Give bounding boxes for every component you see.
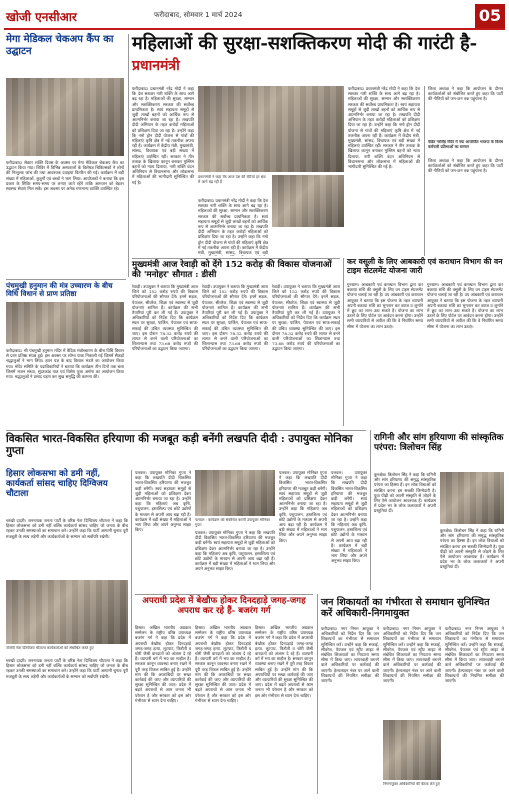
section-rule	[6, 279, 126, 280]
body-tax-col1: गुरुग्राम। आबकारी एवं कराधान विभाग द्वारा कर बकाया राशि की वसूली के लिए वन टाइम सेटलमेंट योजना चलाई जा रही है। उप आबकारी एवं कराधान आयुक्त ने बताया कि इस योजना के तहत व्यापारी अपनी बकाया राशि का भुगतान कर ब्याज व जुर्माने में छूट का लाभ उठा सकते हैं। योजना का लाभ उठाने के लिए पोर्टल पर आवेदन करना होगा। उन्होंने सभी व्यापारियों से अपील की कि वे निर्धारित समय सीमा में योजना का लाभ उठाएं।	[347, 282, 423, 329]
headline-hisar: हिसार लोकसभा को डमी नहीं, कार्यकर्ता सांसद चाहिए दिग्विजय चौटाला	[6, 469, 108, 499]
headline-women-speaker: प्रधानमंत्री	[132, 57, 180, 74]
body-hanuman: फरीदाबाद। श्री पंचमुखी हनुमान मंदिर में वैदिक मंत्रोच्चारण के बीच विधि विधान से प्राण प्रतिष्ठा संपन्न हुई। इस अवसर पर शोभा यात्रा निकाली गई जिसमें सैकड़ों श्रद्धालुओं ने भाग लिया। हवन यज्ञ के बाद विशाल भंडारे का आयोजन किया गया। मंदिर समिति के पदाधिकारियों ने बताया कि कार्यक्रम तीन दिनों तक चला जिसमें भजन संध्या, सुंदरकांड पाठ एवं विशेष पूजा अर्चना का आयोजन किया गया। श्रद्धालुओं ने प्रसाद ग्रहण कर सुख समृद्धि की कामना की।	[6, 348, 124, 380]
body-crime-col2: हिसार। अखिल भारतीय अग्रवाल सम्मेलन के राष्ट्रीय वरिष्ठ उपाध्यक्ष बजरंग गर्ग ने कहा कि प्रदेश में अपराधी बेखौफ होकर दिनदहाड़े जगह-जगह हत्या, लूटपाट, फिरौती व चोरी जैसी वारदातों को अंजाम दे रहे हैं। व्यापारी वर्ग में भय का माहौल है। सरकार कानून व्यवस्था बनाए रखने में पूरी तरह विफल साबित हुई है। उन्होंने मांग की कि अपराधियों पर सख्त कार्रवाई की जाए और व्यापारियों की सुरक्षा सुनिश्चित की जाए। प्रदेश में बढ़ते अपराधों से आम जनता भी परेशान है और सरकार को इस ओर गंभीरता से ध्यान देना चाहिए।	[195, 625, 251, 703]
headline-complaints: जन शिकायतों का गंभीरता से समाधान सुनिश्चित करें अधिकारी-निगमायुक्त	[321, 597, 490, 620]
section-rule	[6, 430, 366, 431]
body-camp: फरीदाबाद। सेक्टर शक्ति दिवस के अवसर पर मेगा मेडिकल चेकअप कैंप का उद्घाटन किया गया। शिविर में विभिन्न अस्पतालों के विशेषज्ञ चिकित्सकों ने लोगों की निःशुल्क जांच की तथा आवश्यक दवाइयां वितरित की गईं। कार्यक्रम में बड़ी संख्या में महिलाओं, बुजुर्गों एवं बच्चों ने भाग लिया। आयोजकों ने बताया कि इस प्रकार के शिविर समय-समय पर लगाए जाते रहेंगे ताकि आमजन को बेहतर स्वास्थ्य सेवाएं मिल सकें। इस अवसर पर अनेक गणमान्य व्यक्ति उपस्थित रहे।	[6, 160, 124, 192]
body-water: जिला अध्यक्ष ने कहा कि आयोजन के दौरान कार्यकर्ताओं को संबोधित करते हुए कहा कि पार्टी की नीतियों को जन-जन तक पहुंचाना है।	[428, 86, 503, 102]
headline-women	[132, 34, 502, 75]
issue-date: फरीदाबाद, सोमवार 1 मार्च 2024	[154, 11, 243, 19]
headline-vikas: विकसित भारत-विकसित हरियाणा की मजबूत कड़ी बनेंगी लखपति दीदी : उपायुक्त मोनिका गुप्ता	[6, 433, 353, 458]
photo-hisar	[6, 580, 128, 644]
photo-ragini	[440, 472, 504, 524]
body-cm-col2: रेवाड़ी। उपायुक्त ने बताया कि मुख्यमंत्री आज जिले को 152 करोड़ रुपये की विकास परियोजनाओं की सौगात देंगे। इनमें सड़क, पेयजल, सीवरेज, शिक्षा एवं स्वास्थ्य से जुड़ी योजनाएं शामिल हैं। कार्यक्रम की सभी तैयारियां पूरी कर ली गई हैं। उपायुक्त ने अधिकारियों को निर्देश दिए कि कार्यक्रम स्थल पर सुरक्षा, पार्किंग, पेयजल एवं साफ-सफाई की उचित व्यवस्था सुनिश्चित की जाए। इस दौरान 78.32 करोड़ रुपये की लागत से बनने वाली परियोजनाओं का शिलान्यास तथा 73.68 करोड़ रुपये की परियोजनाओं का उद्घाटन किया जाएगा।	[202, 284, 268, 352]
caption-hisar: जेजेपी नेता दिग्विजय चौटाला कार्यकर्ताओं को संबोधित करते हुए	[6, 646, 94, 650]
headline-cm: मुख्यमंत्री आज रेवाड़ी को देंगे 152 करोड़ की विकास योजनाओं की 'मनोहर' सौगात : डीसी	[132, 260, 332, 280]
body-vikas-col1: पलवल। उपायुक्त मोनिका गुप्ता ने कहा कि लखपति दीदी विकसित भारत-विकसित हरियाणा की मजबूत कड़ी बनेंगी। स्वयं सहायता समूहों से जुड़ी महिलाओं को प्रशिक्षण देकर आत्मनिर्भर बनाया जा रहा है। उन्होंने कहा कि महिलाएं अब कृषि, पशुपालन, हस्तशिल्प एवं छोटे उद्योगों के माध्यम से अपनी आय बढ़ा रही हैं। कार्यक्रम में बड़ी संख्या में महिलाओं ने भाग लिया और अपने अनुभव साझा किए।	[135, 470, 191, 533]
photo-camp	[6, 78, 124, 156]
body-vikas-col2: पलवल। उपायुक्त मोनिका गुप्ता ने कहा कि लखपति दीदी विकसित भारत-विकसित हरियाणा की मजबूत कड़ी बनेंगी। स्वयं सहायता समूहों से जुड़ी महिलाओं को प्रशिक्षण देकर आत्मनिर्भर बनाया जा रहा है। उन्होंने कहा कि महिलाएं अब कृषि, पशुपालन, हस्तशिल्प एवं छोटे उद्योगों के माध्यम से अपनी आय बढ़ा रही हैं। कार्यक्रम में बड़ी संख्या में महिलाओं ने भाग लिया और अपने अनुभव साझा किए।	[195, 530, 275, 572]
body-water-2: जिला अध्यक्ष ने कहा कि आयोजन के दौरान कार्यकर्ताओं को संबोधित करते हुए कहा कि पार्टी की नीतियों को जन-जन तक पहुंचाना है।	[428, 158, 503, 174]
body-ragini-col2: कुरुक्षेत्र। त्रिलोचन सिंह ने कहा कि रागिनी और सांग हरियाणा की समृद्ध सांस्कृतिक परंपरा का हिस्सा हैं। इन लोक विधाओं को संरक्षित करना हम सबकी जिम्मेदारी है। युवा पीढ़ी को अपनी संस्कृति से जोड़ने के लिए ऐसे आयोजन आवश्यक हैं। कार्यक्रम में प्रदेश भर के लोक कलाकारों ने अपनी प्रस्तुतियां दीं।	[440, 528, 504, 570]
newspaper-name: खोजी एनसीआर	[6, 10, 77, 24]
column-rule	[128, 34, 129, 277]
body-complaints-col3: फरीदाबाद। नगर निगम आयुक्त ने अधिकारियों को निर्देश दिए कि जन शिकायतों का गंभीरता से समाधान सुनिश्चित करें। उन्होंने कहा कि सफाई, सीवरेज, पेयजल एवं स्ट्रीट लाइट से संबंधित शिकायतों का निपटारा समय सीमा में किया जाए। लापरवाही बरतने वाले अधिकारियों पर कार्रवाई की जाएगी। हेल्पलाइन नंबर पर आने वाली शिकायतों की नियमित समीक्षा की जाएगी।	[445, 626, 504, 684]
column-rule	[370, 430, 371, 590]
headline-ragini: रागिनी और सांग हरियाणा की सांस्कृतिक परंपरा: त्रिलोचन सिंह	[374, 433, 504, 454]
photo-hanuman	[6, 302, 124, 344]
body-tax-col2: गुरुग्राम। आबकारी एवं कराधान विभाग द्वारा कर बकाया राशि की वसूली के लिए वन टाइम सेटलमेंट योजना चलाई जा रही है। उप आबकारी एवं कराधान आयुक्त ने बताया कि इस योजना के तहत व्यापारी अपनी बकाया राशि का भुगतान कर ब्याज व जुर्माने में छूट का लाभ उठा सकते हैं। योजना का लाभ उठाने के लिए पोर्टल पर आवेदन करना होगा। उन्होंने सभी व्यापारियों से अपील की कि वे निर्धारित समय सीमा में योजना का लाभ उठाएं।	[427, 282, 503, 329]
body-women-col3: फरीदाबाद। प्रधानमंत्री नरेंद्र मोदी ने कहा कि देश सशक्त नारी शक्ति के साथ आगे बढ़ रहा है। महिलाओं की सुरक्षा, सम्मान और सशक्तिकरण सरकार की सर्वोच्च प्राथमिकता है। स्वयं सहायता समूहों से जुड़ी लाखों बहनों को आर्थिक रूप से आत्मनिर्भर बनाया जा रहा है। लखपति दीदी अभियान के तहत करोड़ों महिलाओं को प्रशिक्षण दिया जा रहा है। उन्होंने कहा कि नमो ड्रोन दीदी योजना से गांवों की महिलाएं कृषि क्षेत्र में नई तकनीक अपना रही हैं। कार्यक्रम में केंद्रीय मंत्री, मुख्यमंत्री, सांसद, विधायक एवं बड़ी संख्या में महिलाएं उपस्थित रहीं। सरकार ने तीन तलाक के खिलाफ कानून बनाकर मुस्लिम बहनों को न्याय दिलाया, नारी शक्ति वंदन अधिनियम से विधानसभा और लोकसभा में महिलाओं की भागीदारी सुनिश्चित की गई है।	[348, 86, 420, 170]
body-complaints-col1: फरीदाबाद। नगर निगम आयुक्त ने अधिकारियों को निर्देश दिए कि जन शिकायतों का गंभीरता से समाधान सुनिश्चित करें। उन्होंने कहा कि सफाई, सीवरेज, पेयजल एवं स्ट्रीट लाइट से संबंधित शिकायतों का निपटारा समय सीमा में किया जाए। लापरवाही बरतने वाले अधिकारियों पर कार्रवाई की जाएगी। हेल्पलाइन नंबर पर आने वाली शिकायतों की नियमित समीक्षा की जाएगी।	[321, 626, 379, 684]
headline-camp: मेगा मेडिकल चेकअप कैंप का उद्घाटन	[6, 34, 114, 57]
photo-pm-inset	[272, 175, 344, 227]
headline-hanuman: पंचमुखी हनुमान की मंत्र उच्चारण के बीच विधि विधान से प्राण प्रतिष्ठा	[6, 281, 113, 299]
body-women-col1: फरीदाबाद। प्रधानमंत्री नरेंद्र मोदी ने कहा कि देश सशक्त नारी शक्ति के साथ आगे बढ़ रहा है। महिलाओं की सुरक्षा, सम्मान और सशक्तिकरण सरकार की सर्वोच्च प्राथमिकता है। स्वयं सहायता समूहों से जुड़ी लाखों बहनों को आर्थिक रूप से आत्मनिर्भर बनाया जा रहा है। लखपति दीदी अभियान के तहत करोड़ों महिलाओं को प्रशिक्षण दिया जा रहा है। उन्होंने कहा कि नमो ड्रोन दीदी योजना से गांवों की महिलाएं कृषि क्षेत्र में नई तकनीक अपना रही हैं। कार्यक्रम में केंद्रीय मंत्री, मुख्यमंत्री, सांसद, विधायक एवं बड़ी संख्या में महिलाएं उपस्थित रहीं। सरकार ने तीन तलाक के खिलाफ कानून बनाकर मुस्लिम बहनों को न्याय दिलाया, नारी शक्ति वंदन अधिनियम से विधानसभा और लोकसभा में महिलाओं की भागीदारी सुनिश्चित की गई है।	[132, 86, 194, 185]
section-rule	[135, 594, 313, 595]
body-crime-col3: हिसार। अखिल भारतीय अग्रवाल सम्मेलन के राष्ट्रीय वरिष्ठ उपाध्यक्ष बजरंग गर्ग ने कहा कि प्रदेश में अपराधी बेखौफ होकर दिनदहाड़े जगह-जगह हत्या, लूटपाट, फिरौती व चोरी जैसी वारदातों को अंजाम दे रहे हैं। व्यापारी वर्ग में भय का माहौल है। सरकार कानून व्यवस्था बनाए रखने में पूरी तरह विफल साबित हुई है। उन्होंने मांग की कि अपराधियों पर सख्त कार्रवाई की जाए और व्यापारियों की सुरक्षा सुनिश्चित की जाए। प्रदेश में बढ़ते अपराधों से आम जनता भी परेशान है और सरकार को इस ओर गंभीरता से ध्यान देना चाहिए।	[255, 625, 313, 698]
headline-tax: कर वसूली के लिए आबकारी एवं कराधान विभाग की वन टाइम सेटलमेंट योजना जारी	[347, 257, 503, 275]
headline-water: पंडित नरसिंह मंदिर में नया आयोजित भाजपा के विशेष कर्मचारी प्रतिभाओं का सम्मान	[428, 140, 503, 149]
body-cm-col1: रेवाड़ी। उपायुक्त ने बताया कि मुख्यमंत्री आज जिले को 152 करोड़ रुपये की विकास परियोजनाओं की सौगात देंगे। इनमें सड़क, पेयजल, सीवरेज, शिक्षा एवं स्वास्थ्य से जुड़ी योजनाएं शामिल हैं। कार्यक्रम की सभी तैयारियां पूरी कर ली गई हैं। उपायुक्त ने अधिकारियों को निर्देश दिए कि कार्यक्रम स्थल पर सुरक्षा, पार्किंग, पेयजल एवं साफ-सफाई की उचित व्यवस्था सुनिश्चित की जाए। इस दौरान 78.32 करोड़ रुपये की लागत से बनने वाली परियोजनाओं का शिलान्यास तथा 73.68 करोड़ रुपये की परियोजनाओं का उद्घाटन किया जाएगा।	[132, 284, 198, 352]
body-women-col2: फरीदाबाद। प्रधानमंत्री नरेंद्र मोदी ने कहा कि देश सशक्त नारी शक्ति के साथ आगे बढ़ रहा है। महिलाओं की सुरक्षा, सम्मान और सशक्तिकरण सरकार की सर्वोच्च प्राथमिकता है। स्वयं सहायता समूहों से जुड़ी लाखों बहनों को आर्थिक रूप से आत्मनिर्भर बनाया जा रहा है। लखपति दीदी अभियान के तहत करोड़ों महिलाओं को प्रशिक्षण दिया जा रहा है। उन्होंने कहा कि नमो ड्रोन दीदी योजना से गांवों की महिलाएं कृषि क्षेत्र में नई तकनीक अपना रही हैं। कार्यक्रम में केंद्रीय मंत्री, मुख्यमंत्री, सांसद, विधायक एवं बड़ी	[198, 198, 268, 256]
photo-complaints	[383, 720, 441, 780]
body-complaints-col2: फरीदाबाद। नगर निगम आयुक्त ने अधिकारियों को निर्देश दिए कि जन शिकायतों का गंभीरता से समाधान सुनिश्चित करें। उन्होंने कहा कि सफाई, सीवरेज, पेयजल एवं स्ट्रीट लाइट से संबंधित शिकायतों का निपटारा समय सीमा में किया जाए। लापरवाही बरतने वाले अधिकारियों पर कार्रवाई की जाएगी। हेल्पलाइन नंबर पर आने वाली शिकायतों की नियमित समीक्षा की जाएगी।	[383, 626, 441, 684]
page-number: 05	[475, 4, 505, 28]
headline-women-main: महिलाओं की सुरक्षा-सशक्तिकरण मोदी की गारंटी है-	[132, 33, 478, 54]
photo-pm-event	[198, 86, 344, 172]
body-crime-col1: हिसार। अखिल भारतीय अग्रवाल सम्मेलन के राष्ट्रीय वरिष्ठ उपाध्यक्ष बजरंग गर्ग ने कहा कि प्रदेश में अपराधी बेखौफ होकर दिनदहाड़े जगह-जगह हत्या, लूटपाट, फिरौती व चोरी जैसी वारदातों को अंजाम दे रहे हैं। व्यापारी वर्ग में भय का माहौल है। सरकार कानून व्यवस्था बनाए रखने में पूरी तरह विफल साबित हुई है। उन्होंने मांग की कि अपराधियों पर सख्त कार्रवाई की जाए और व्यापारियों की सुरक्षा सुनिश्चित की जाए। प्रदेश में बढ़ते अपराधों से आम जनता भी परेशान है और सरकार को इस ओर गंभीरता से ध्यान देना चाहिए।	[135, 625, 191, 703]
column-rule	[424, 86, 425, 256]
caption-vikas: पलवल : कार्यक्रम को संबोधित करतीं उपायुक्त मोनिका गुप्ता	[195, 518, 271, 527]
body-vikas-col4: पलवल। उपायुक्त मोनिका गुप्ता ने कहा कि लखपति दीदी विकसित भारत-विकसित हरियाणा की मजबूत कड़ी बनेंगी। स्वयं सहायता समूहों से जुड़ी महिलाओं को प्रशिक्षण देकर आत्मनिर्भर बनाया जा रहा है। उन्होंने कहा कि महिलाएं अब कृषि, पशुपालन, हस्तशिल्प एवं छोटे उद्योगों के माध्यम से अपनी आय बढ़ा रही हैं। कार्यक्रम में बड़ी संख्या में महिलाओं ने भाग लिया और अपने अनुभव साझा किए।	[331, 470, 367, 564]
body-ragini-col1: कुरुक्षेत्र। त्रिलोचन सिंह ने कहा कि रागिनी और सांग हरियाणा की समृद्ध सांस्कृतिक परंपरा का हिस्सा हैं। इन लोक विधाओं को संरक्षित करना हम सबकी जिम्मेदारी है। युवा पीढ़ी को अपनी संस्कृति से जोड़ने के लिए ऐसे आयोजन आवश्यक हैं। कार्यक्रम में प्रदेश भर के लोक कलाकारों ने अपनी प्रस्तुतियां दीं।	[374, 472, 436, 514]
section-rule	[132, 258, 340, 259]
photo-vikas	[195, 470, 275, 516]
column-rule	[131, 470, 132, 794]
column-rule	[343, 258, 344, 426]
masthead	[4, 4, 505, 30]
caption-complaints: निगमायुक्त अधिकारियों की बैठक लेते हुए	[383, 782, 440, 786]
headline-crime: अपराधी प्रदेश में बेखौफ होकर दिनदहाड़े जगह-जगह अपराध कर रहे हैं- बजरंग गर्ग	[142, 596, 306, 616]
column-rule	[317, 594, 318, 794]
body-hisar-2: चरखी दादरी। जननायक जनता पार्टी के वरिष्ठ नेता दिग्विजय चौटाला ने कहा कि हिसार लोकसभा को डमी नहीं बल्कि कार्यकर्ता सांसद चाहिए जो जनता के बीच रहकर उनकी समस्याओं का समाधान करे। उन्होंने कहा कि पार्टी आगामी चुनाव पूरी मजबूती के साथ लड़ेगी और कार्यकर्ताओं के सम्मान को सर्वोपरि रखेगी।	[6, 658, 128, 679]
body-hisar: चरखी दादरी। जननायक जनता पार्टी के वरिष्ठ नेता दिग्विजय चौटाला ने कहा कि हिसार लोकसभा को डमी नहीं बल्कि कार्यकर्ता सांसद चाहिए जो जनता के बीच रहकर उनकी समस्याओं का समाधान करे। उन्होंने कहा कि पार्टी आगामी चुनाव पूरी मजबूती के साथ लड़ेगी और कार्यकर्ताओं के सम्मान को सर्वोपरि रखेगी।	[6, 518, 128, 539]
body-vikas-col3: पलवल। उपायुक्त मोनिका गुप्ता ने कहा कि लखपति दीदी विकसित भारत-विकसित हरियाणा की मजबूत कड़ी बनेंगी। स्वयं सहायता समूहों से जुड़ी महिलाओं को प्रशिक्षण देकर आत्मनिर्भर बनाया जा रहा है। उन्होंने कहा कि महिलाएं अब कृषि, पशुपालन, हस्तशिल्प एवं छोटे उद्योगों के माध्यम से अपनी आय बढ़ा रही हैं। कार्यक्रम में बड़ी संख्या में महिलाओं ने भाग लिया और अपने अनुभव साझा किए।	[279, 470, 327, 543]
caption-women-inset: प्रधानमंत्री ने कहा कि आज देश की बेटियां हर क्षेत्र में आगे बढ़ रही हैं	[198, 175, 266, 184]
body-cm-col3: रेवाड़ी। उपायुक्त ने बताया कि मुख्यमंत्री आज जिले को 152 करोड़ रुपये की विकास परियोजनाओं की सौगात देंगे। इनमें सड़क, पेयजल, सीवरेज, शिक्षा एवं स्वास्थ्य से जुड़ी योजनाएं शामिल हैं। कार्यक्रम की सभी तैयारियां पूरी कर ली गई हैं। उपायुक्त ने अधिकारियों को निर्देश दिए कि कार्यक्रम स्थल पर सुरक्षा, पार्किंग, पेयजल एवं साफ-सफाई की उचित व्यवस्था सुनिश्चित की जाए। इस दौरान 78.32 करोड़ रुपये की लागत से बनने वाली परियोजनाओं का शिलान्यास तथा 73.68 करोड़ रुपये की परियोजनाओं का उद्घाटन किया जाएगा।	[272, 284, 340, 352]
